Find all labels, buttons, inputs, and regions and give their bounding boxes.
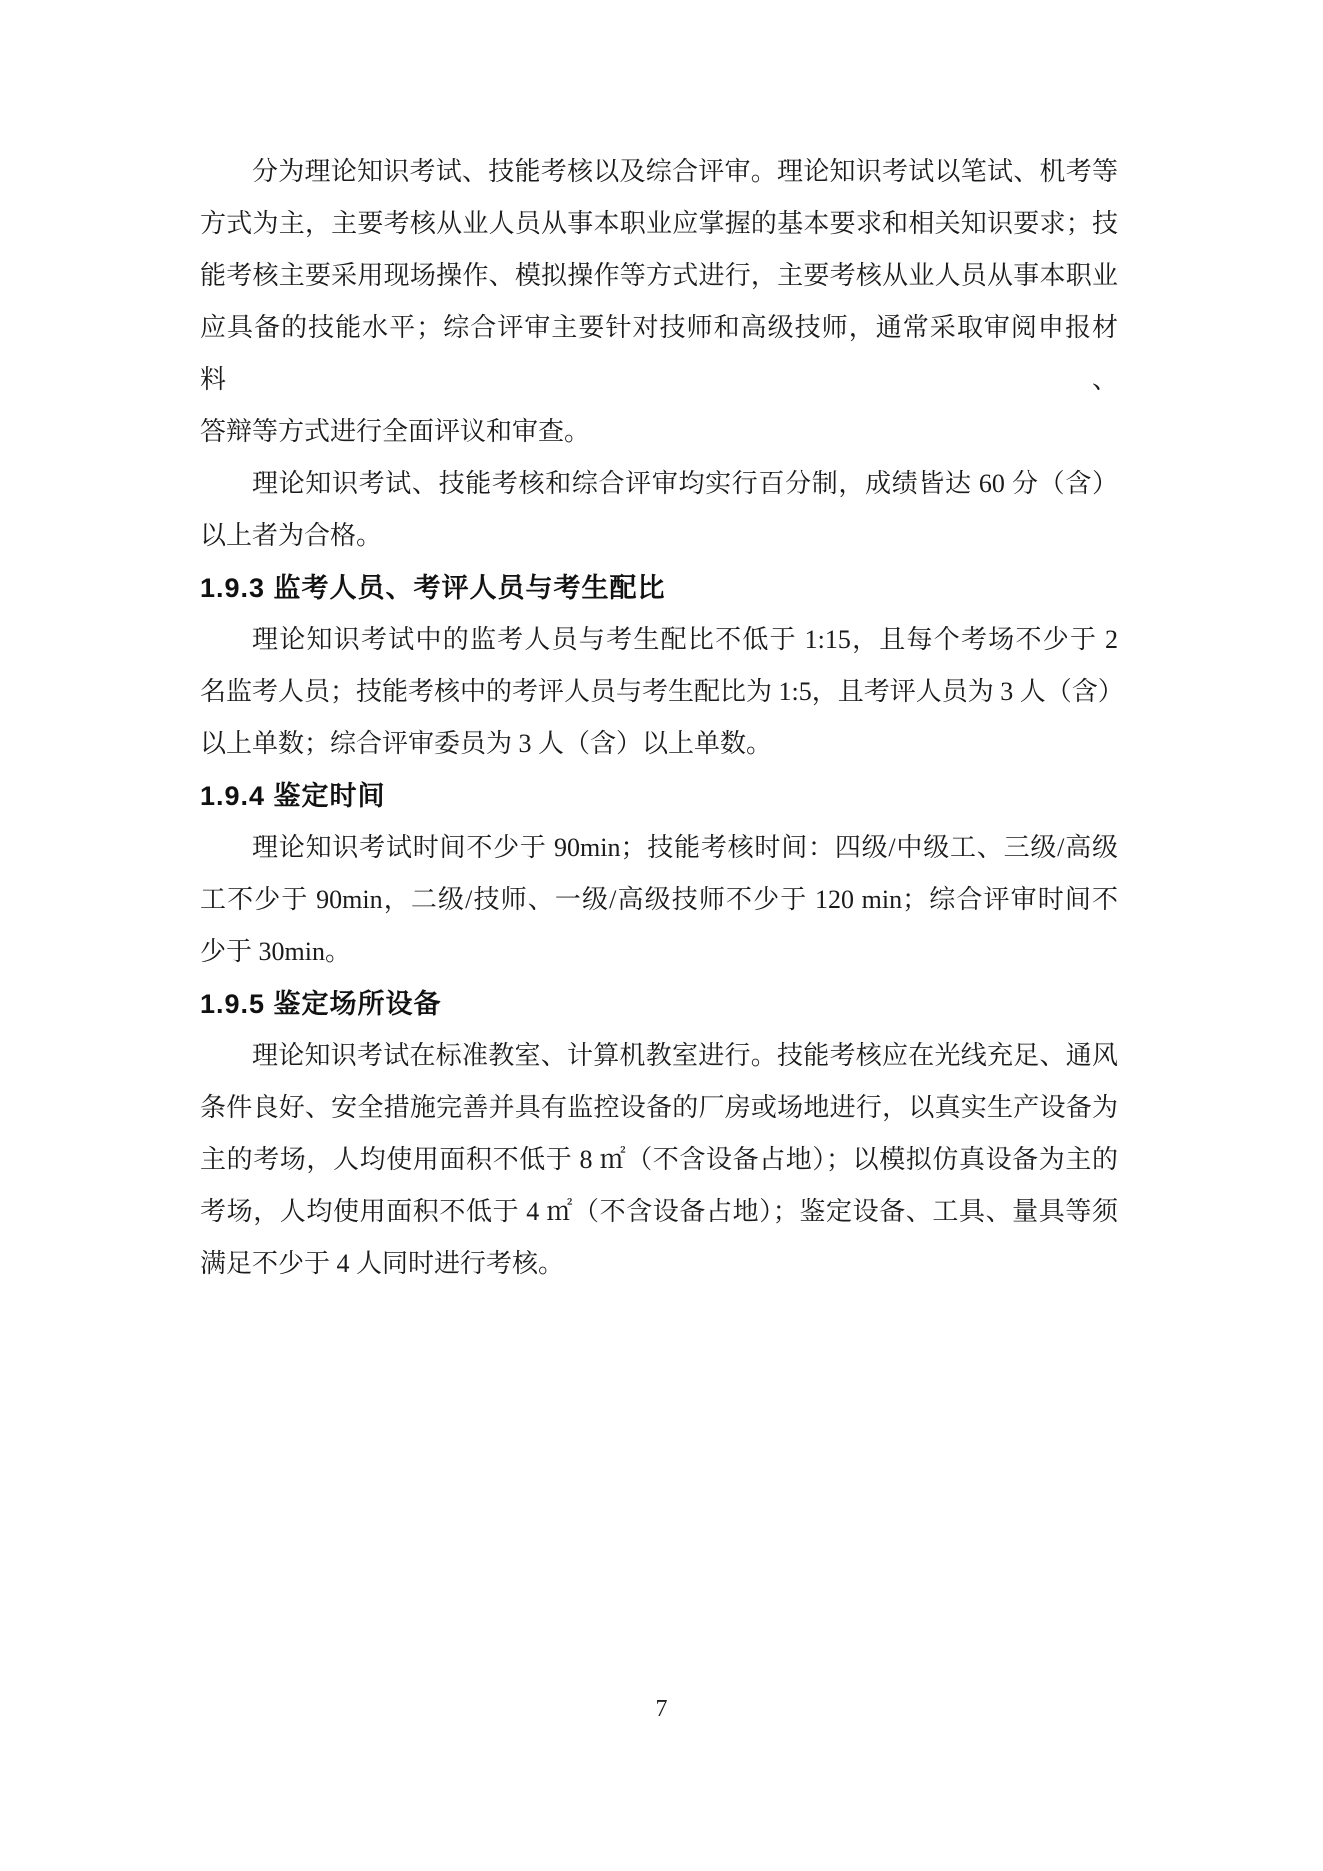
text-line: 分为理论知识考试、技能考核以及综合评审。理论知识考试以笔试、机考等 — [252, 157, 1118, 186]
document-content — [200, 146, 1124, 1290]
text-line: 以上单数；综合评审委员为 3 人（含）以上单数。 — [200, 729, 773, 758]
text-line: 理论知识考试时间不少于 90min；技能考核时间：四级/中级工、三级/高级 — [252, 833, 1118, 862]
page-number: 7 — [655, 1696, 668, 1722]
text-line: 条件良好、安全措施完善并具有监控设备的厂房或场地进行，以真实生产设备为 — [200, 1093, 1118, 1122]
text-line: 满足不少于 4 人同时进行考核。 — [200, 1249, 565, 1278]
text-line: 考场，人均使用面积不低于 4 ㎡（不含设备占地）；鉴定设备、工具、量具等须 — [200, 1197, 1118, 1226]
text-line: 以上者为合格。 — [200, 521, 383, 550]
text-line: 能考核主要采用现场操作、模拟操作等方式进行，主要考核从业人员从事本职业 — [200, 261, 1118, 290]
text-line: 答辩等方式进行全面评议和审查。 — [200, 417, 591, 446]
section-heading: 1.9.4 鉴定时间 — [200, 781, 386, 811]
text-line: 理论知识考试在标准教室、计算机教室进行。技能考核应在光线充足、通风 — [252, 1041, 1118, 1070]
text-line: 少于 30min。 — [200, 937, 351, 966]
text-line: 应具备的技能水平；综合评审主要针对技师和高级技师，通常采取审阅申报材料、 — [200, 313, 1118, 394]
text-line: 理论知识考试中的监考人员与考生配比不低于 1:15，且每个考场不少于 2 — [252, 625, 1118, 654]
text-line: 理论知识考试、技能考核和综合评审均实行百分制，成绩皆达 60 分（含） — [252, 469, 1118, 498]
text-line: 工不少于 90min，二级/技师、一级/高级技师不少于 120 min；综合评审时间不 — [200, 885, 1118, 914]
section-heading: 1.9.3 监考人员、考评人员与考生配比 — [200, 573, 666, 603]
page-footer — [0, 1694, 1323, 1724]
text-line: 主的考场，人均使用面积不低于 8 ㎡（不含设备占地）；以模拟仿真设备为主的 — [200, 1145, 1118, 1174]
text-line: 方式为主，主要考核从业人员从事本职业应掌握的基本要求和相关知识要求；技 — [200, 209, 1118, 238]
text-line: 名监考人员；技能考核中的考评人员与考生配比为 1:5，且考评人员为 3 人（含） — [200, 677, 1124, 706]
section-heading: 1.9.5 鉴定场所设备 — [200, 989, 442, 1019]
